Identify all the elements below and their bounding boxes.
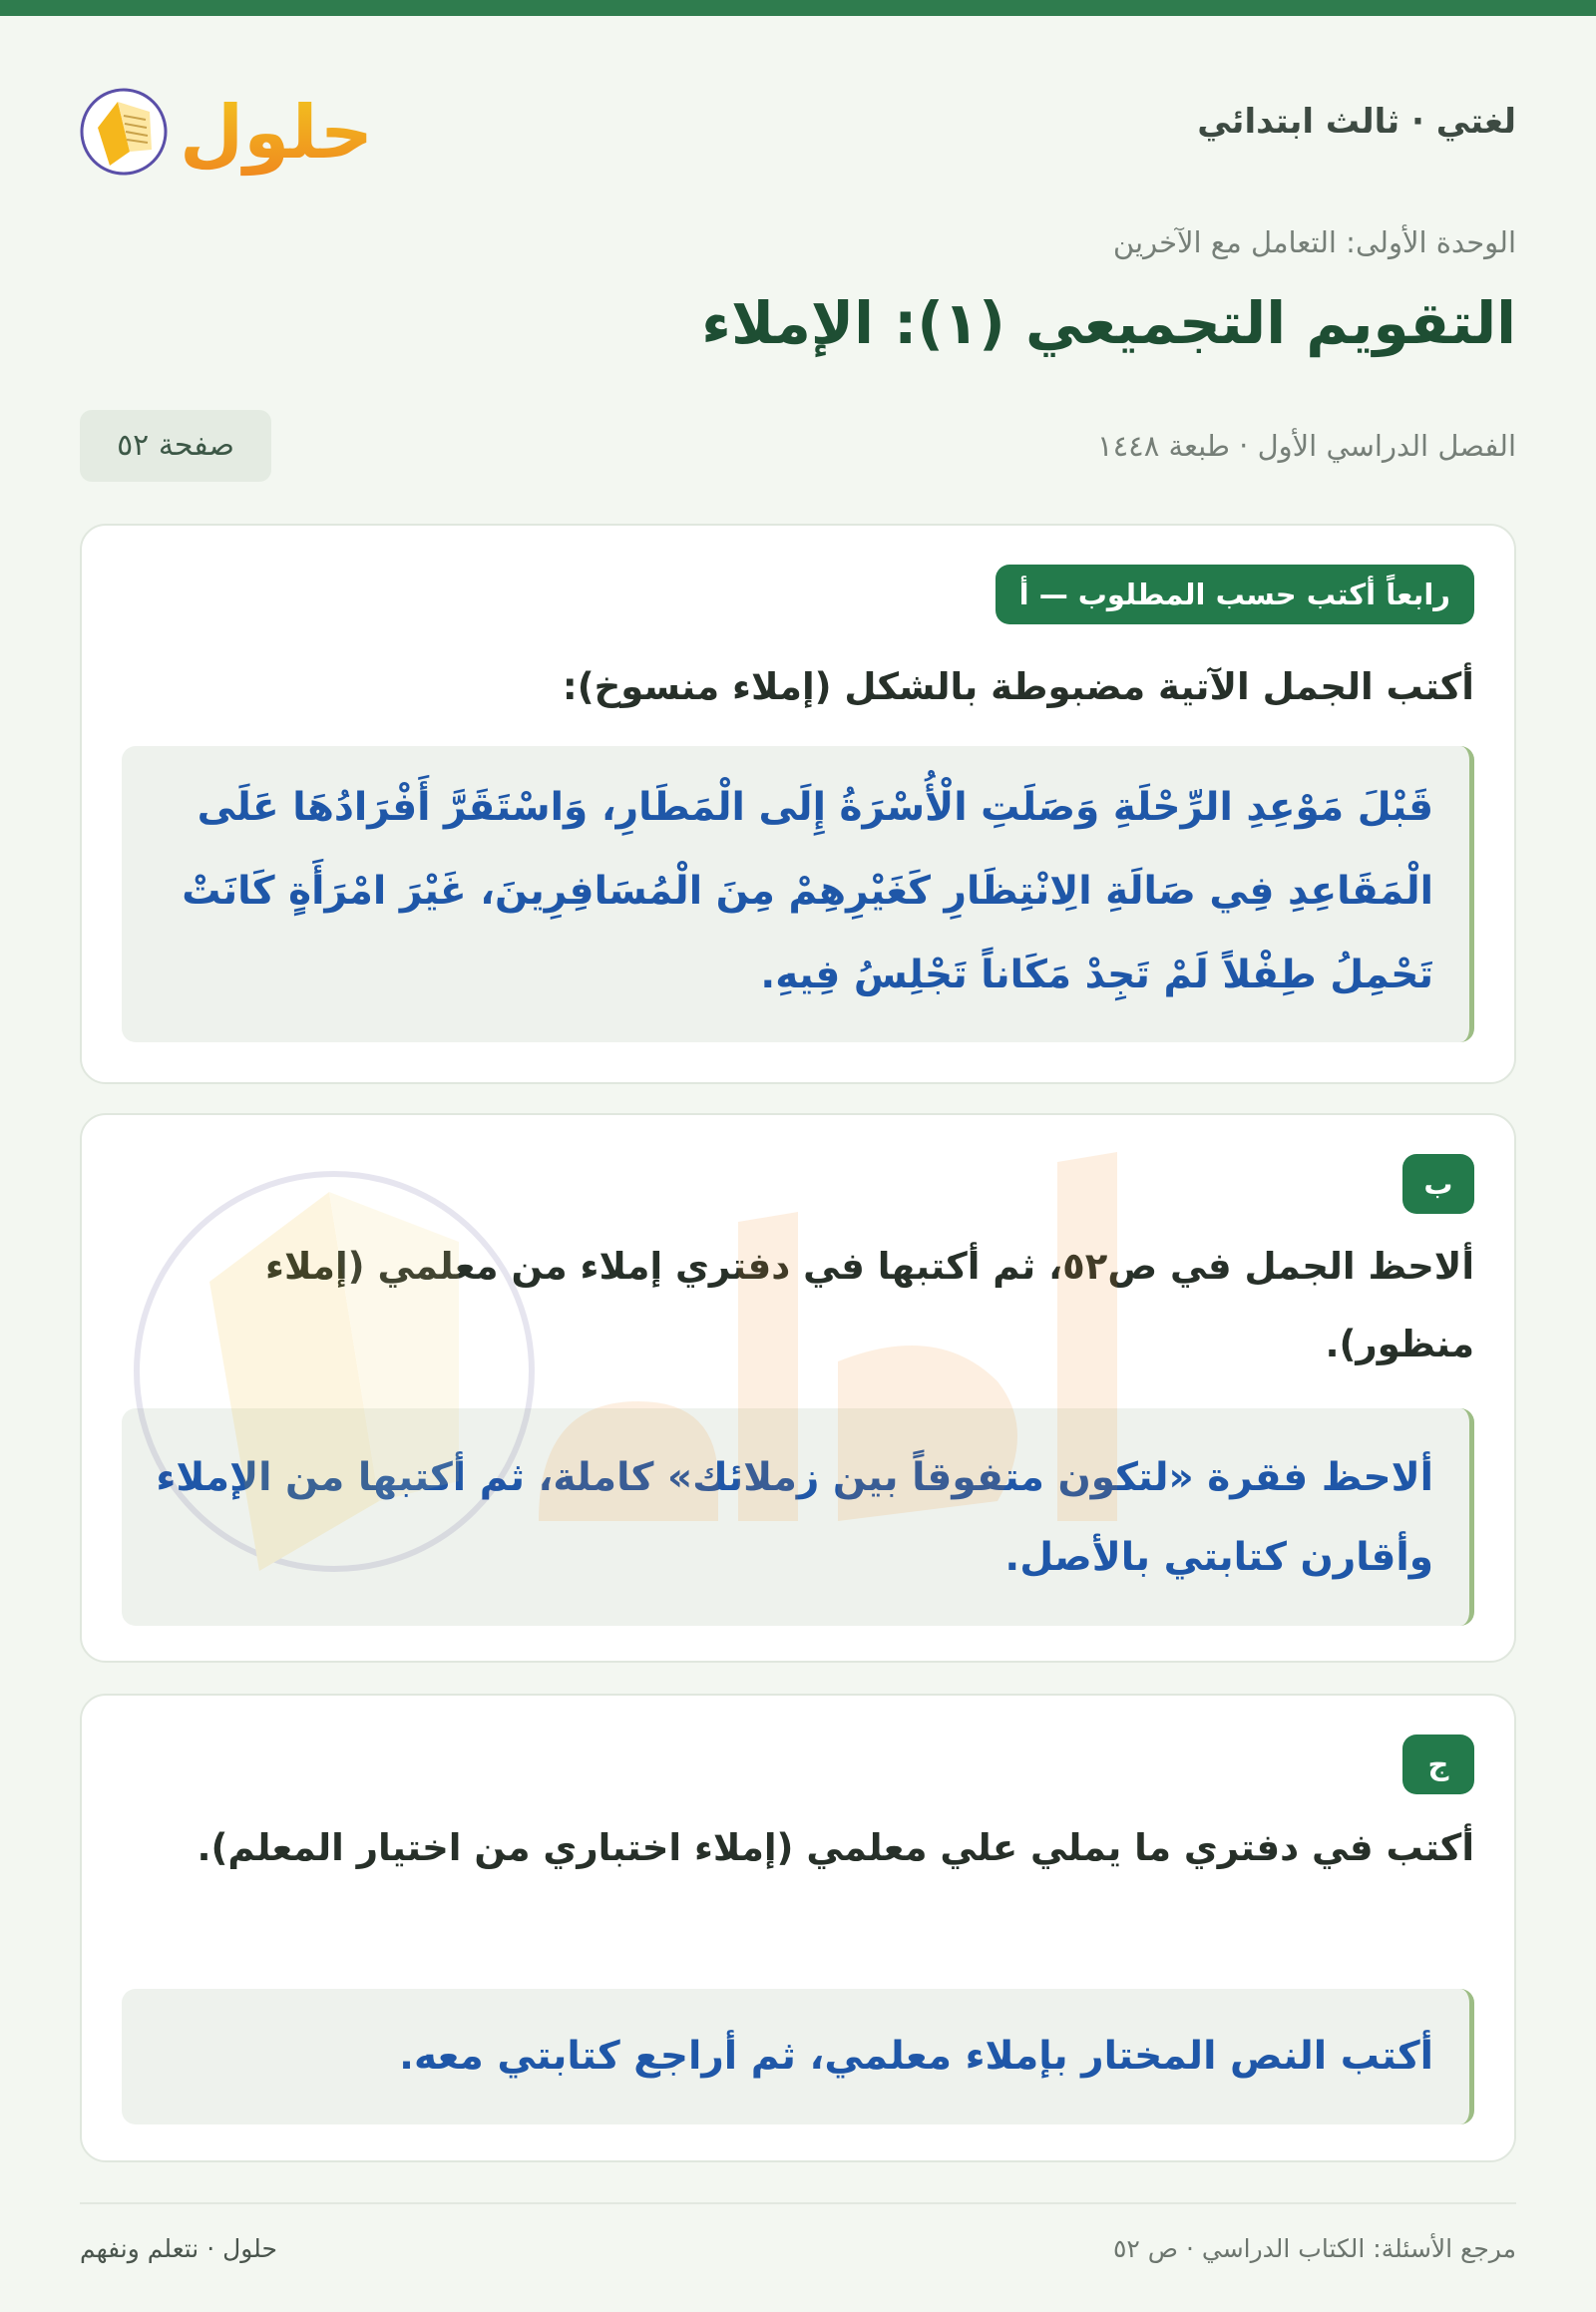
book-icon <box>82 90 166 174</box>
subject-label: لغتي · ثالث ابتدائي <box>1197 102 1516 142</box>
section-badge: رابعاً أكتب حسب المطلوب — أ <box>996 565 1474 624</box>
top-accent-bar <box>0 0 1596 16</box>
section-badge: ج <box>1402 1734 1474 1794</box>
section-badge: ب <box>1402 1154 1474 1214</box>
brand-logo[interactable] <box>80 66 369 186</box>
page-title: التقويم التجميعي (١): الإملاء <box>701 289 1516 357</box>
semester-label: الفصل الدراسي الأول · طبعة ١٤٤٨ <box>1097 429 1516 463</box>
unit-label: الوحدة الأولى: التعامل مع الآخرين <box>1112 225 1516 259</box>
footer-divider <box>80 2202 1516 2204</box>
answer-box: أكتب النص المختار بإملاء معلمي، ثم أراجع كتابتي معه. <box>122 1989 1474 2124</box>
footer-brand: حلول · نتعلم ونفهم <box>80 2234 277 2263</box>
question-text: أكتب الجمل الآتية مضبوطة بالشكل (إملاء منسوخ): <box>562 665 1474 708</box>
section-card-a <box>80 524 1516 1084</box>
page-number-badge: صفحة ٥٢ <box>80 410 271 482</box>
answer-box: قَبْلَ مَوْعِدِ الرِّحْلَةِ وَصَلَتِ الْأُسْرَةُ إِلَى الْمَطَارِ، وَاسْتَقَرَّ أَفْرَادُهَا عَلَى الْمَقَاعِدِ فِي صَالَةِ الِانْتِظَارِ كَغَيْرِهِمْ مِنَ الْمُسَافِرِينَ، غَيْرَ امْرَأَةٍ كَانَتْ تَحْمِلُ طِفْلاً لَمْ تَجِدْ مَكَاناً تَجْلِسُ فِيهِ. <box>122 746 1474 1042</box>
question-text: ألاحظ الجمل في ص٥٢، ثم أكتبها في دفتري إملاء من معلمي (إملاء منظور). <box>265 1245 1474 1365</box>
section-card-c <box>80 1694 1516 2162</box>
footer-reference: مرجع الأسئلة: الكتاب الدراسي · ص ٥٢ <box>1112 2234 1516 2263</box>
question-text: أكتب في دفتري ما يملي علي معلمي (إملاء اختباري من اختيار المعلم). <box>197 1826 1474 1869</box>
brand-logo-text: حلول <box>180 90 369 176</box>
section-card-b <box>80 1113 1516 1663</box>
answer-box: ألاحظ فقرة «لتكون متفوقاً بين زملائك» كاملة، ثم أكتبها من الإملاء وأقارن كتابتي بالأصل. <box>122 1408 1474 1626</box>
page-header <box>80 66 1516 186</box>
